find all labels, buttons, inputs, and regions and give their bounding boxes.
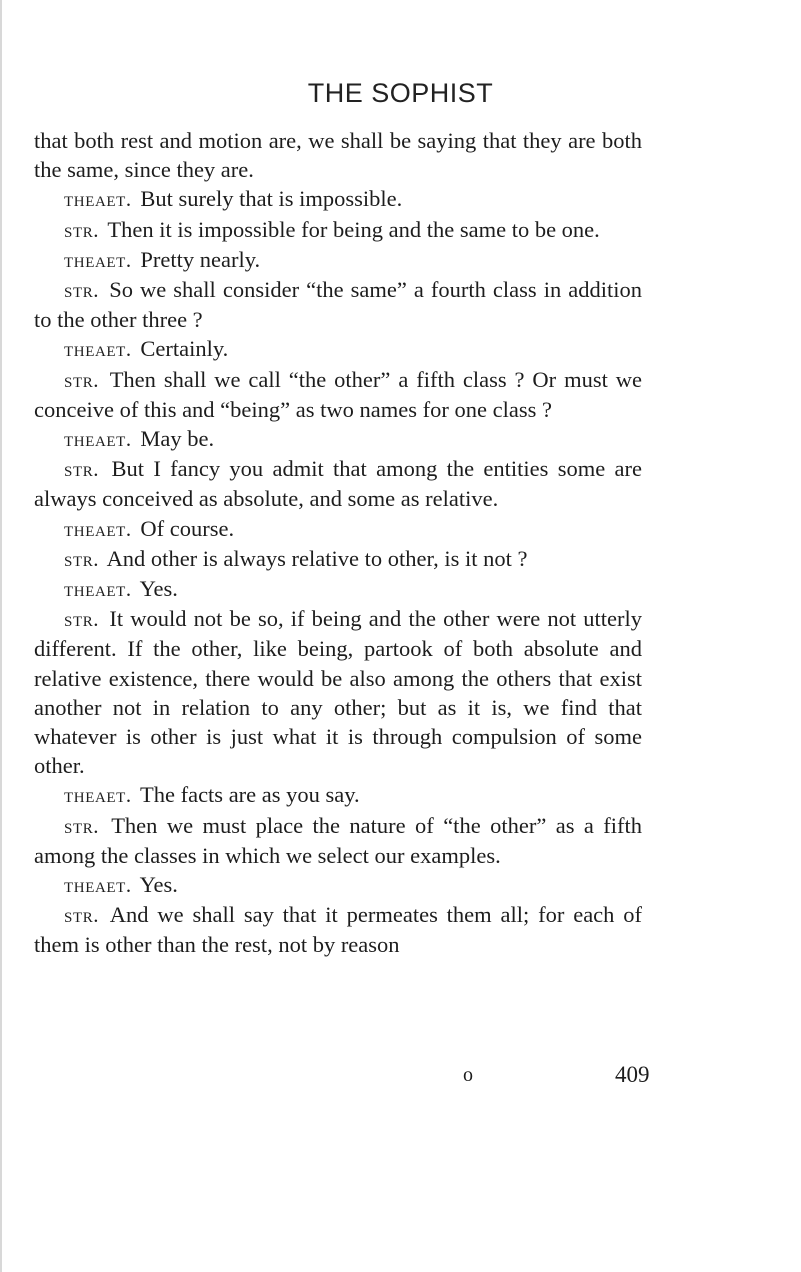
dialogue-text (34, 126, 642, 960)
page-footer (0, 1062, 801, 1092)
speaker-label: theaet. (64, 873, 132, 898)
speaker-label: str. (64, 903, 100, 928)
speech-text: Certainly. (140, 336, 229, 362)
speech-text: Then shall we call “the other” a fifth class ? Or must we conceive of this and “being” as two names for one class ? (34, 366, 643, 422)
speaker-label: str. (64, 217, 100, 242)
speech-text: The facts are as you say. (139, 782, 360, 808)
speaker-label: str. (64, 367, 100, 392)
speech-text: Pretty nearly. (140, 246, 261, 272)
speech-theaetetus (34, 514, 642, 544)
speech-theaetetus (34, 780, 642, 810)
speech-stranger (34, 604, 642, 780)
speech-theaetetus (34, 870, 642, 900)
speaker-label: str. (64, 813, 100, 838)
speaker-label: theaet. (64, 516, 132, 541)
speech-stranger (34, 215, 642, 245)
speaker-label: str. (64, 457, 100, 482)
speech-theaetetus (34, 245, 642, 275)
running-header: THE SOPHIST (307, 78, 494, 108)
speaker-label: theaet. (64, 427, 132, 452)
speech-theaetetus (34, 574, 642, 604)
speech-stranger (34, 275, 642, 334)
speech-text: But I fancy you admit that among the entities some are always conceived as absolute, and some as relative. (34, 456, 643, 512)
paragraph-continuation (34, 126, 642, 184)
page-number: 409 (615, 1062, 650, 1087)
speech-text: So we shall consider “the same” a fourth class in addition to the other three ? (34, 277, 642, 333)
speaker-label: theaet. (64, 187, 132, 212)
speaker-label: str. (64, 546, 100, 571)
speech-text: May be. (140, 426, 215, 452)
speech-stranger (34, 900, 642, 959)
speaker-label: str. (64, 278, 100, 303)
speech-theaetetus (34, 184, 642, 214)
speech-stranger (34, 544, 642, 574)
speech-theaetetus (34, 334, 642, 364)
speech-text: It would not be so, if being and the other were not utterly different. If the other, like being, partook of both absolute and relative existence, there would be also among the others that exist another not in relation to any other; but as it is, we find that whatever is other is just what it is through compulsion of some other. (34, 606, 643, 779)
speech-text: But surely that is impossible. (140, 186, 403, 212)
speech-text: Then it is impossible for being and the same to be one. (107, 216, 600, 242)
speech-theaetetus (34, 424, 642, 454)
speech-stranger (34, 454, 642, 513)
speaker-label: theaet. (64, 247, 132, 272)
speech-text: Of course. (140, 515, 235, 541)
speech-stranger (34, 811, 642, 870)
speech-text: And we shall say that it permeates them all; for each of them is other than the rest, not by reason (34, 902, 643, 958)
speech-text: Yes. (139, 576, 178, 602)
speech-text: Then we must place the nature of “the other” as a fifth among the classes in which we select our examples. (34, 812, 643, 868)
speaker-label: theaet. (64, 783, 132, 808)
speaker-label: theaet. (64, 577, 132, 602)
signature-mark: o (463, 1064, 473, 1086)
speech-stranger (34, 365, 642, 424)
paragraph-text: that both rest and motion are, we shall be saying that they are both the same, since they are. (34, 128, 642, 183)
speaker-label: str. (64, 607, 100, 632)
speaker-label: theaet. (64, 337, 132, 362)
speech-text: Yes. (139, 872, 178, 898)
speech-text: And other is always relative to other, is it not ? (106, 545, 528, 571)
